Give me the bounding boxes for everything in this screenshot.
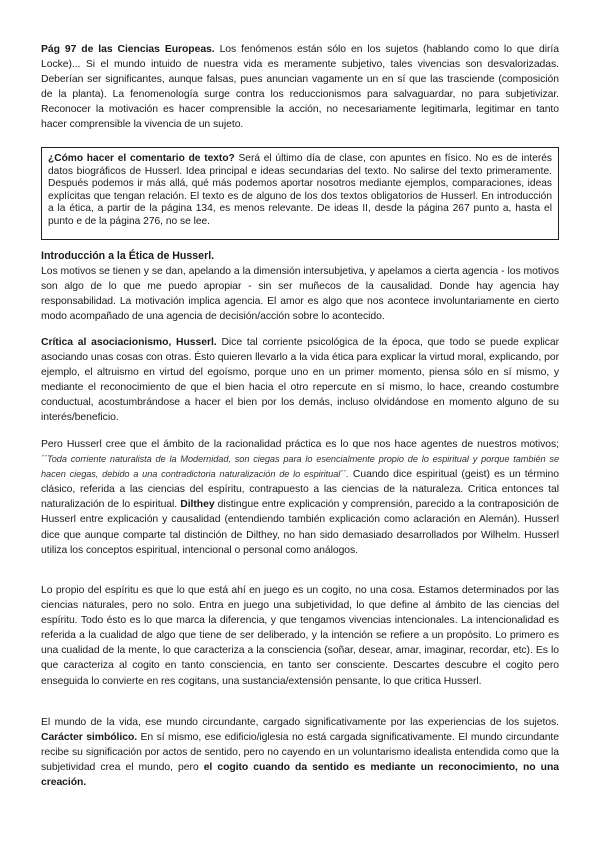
bold-phrase: Carácter simbólico. <box>41 732 138 744</box>
paragraph-mundo-vida <box>41 715 559 790</box>
paragraph-text: distingue entre explicación y comprensión, parecido a la contraposición de Husserl entre explicación y causalidad (entendiendo también explicación como aclaración en Alemán). Husserl dice que aunque comparte tal distinción de Dilthey, no han sido demasiado desarrollados por Wilhelm. Husserl utiliza los conceptos espiritual, intencional o personal como análogos. <box>41 499 559 556</box>
paragraph-cogito <box>41 583 559 689</box>
paragraph-text: Lo propio del espíritu es que lo que está ahí en juego es un cogito, no una cosa. Estamos determinados por las ciencias naturales, pero no solo. Entra en juego una subjetividad, lo que define al ámbito de las ciencias del espíritu. Todo ésto es lo que marca la diferencia, y que tengamos vivencias intencionales. La intencionalidad es referida a la cualidad de algo que tiene de ser deliberado, y la intención se refiere a un propósito. Lo primero es una cualidad de la mente, lo que caracteriza a la consciencia (soñar, desear, amar, imaginar, recordar, etc). Es lo que caracteriza al cogito en tanto consciencia, en tanto ser consciente. Descartes descubre el cogito pero enseguida lo convierte en res cogitans, una sustancia/extensión pensante, lo que critica Husserl. <box>41 585 559 687</box>
paragraph-text: Cuando dice espiritual (geist) es un término clásico, referida a las ciencias del espíritu, contrapuesto a las ciencias de la naturaleza. Critica entonces tal naturalización de lo espiritual. <box>41 469 559 511</box>
paragraph-heading: Pág 97 de las Ciencias Europeas. <box>41 44 215 55</box>
paragraph-ciencias-europeas <box>41 42 559 133</box>
paragraph-text: Los fenómenos están sólo en los sujetos (hablando como lo que diría Locke)... Si el mundo intuido de nuestra vida es meramente subjetivo, tales vivencias son desvalorizadas. Deberían ser significantes, aunque falsas, pues anuncian vagamente un en sí que las trasciende (composición de la planta). La fenomenología surge contra los reduccionismos para salvaguardar, no para subjetivizar. Reconocer la motivación es hacer comprensible la acción, no necesariamente legitimarla, legitimar en tanto hacer comprensible la vivencia de un sujeto. <box>41 44 559 131</box>
paragraph-heading: Crítica al asociacionismo, Husserl. <box>41 337 217 348</box>
paragraph-asociacionismo <box>41 335 559 426</box>
paragraph-racionalidad-practica <box>41 437 559 558</box>
quote-text: ´´Toda corriente naturalista de la Modernidad, son ciegas para lo esencialmente propio de lo espiritual y porque también se hacen ciegas, debido a una contradictoria naturalización de lo espiritual´´. <box>41 454 559 480</box>
comentario-texto-box <box>41 147 559 240</box>
dilthey-name: Dilthey <box>180 499 215 511</box>
paragraph-text: Pero Husserl cree que el ámbito de la racionalidad práctica es lo que nos hace agentes de nuestros motivos; <box>41 439 559 450</box>
box-text: Será el último día de clase, con apuntes en físico. No es de interés datos biográficos de Husserl. Idea principal e ideas secundarias del texto. No salirse del texto primeramente. Después podemos ir más allá, qué más podemos aportar nosotros mediante ejemplos, comparaciones, ideas explícitas que tengan relación. El texto es de alguno de los dos textos obligatorios de Husserl. En introducción a la ética, a partir de la página 134, es menos relevante. De ideas II, desde la página 267 punto a, hasta el punto e de la página 276, no se lee. <box>48 153 553 227</box>
box-heading: ¿Cómo hacer el comentario de texto? <box>48 153 235 164</box>
paragraph-text: El mundo de la vida, ese mundo circundante, cargado significativamente por las experiencias de los sujetos. <box>41 717 559 728</box>
bold-conclusion: el cogito cuando da sentido es mediante un reconocimiento, no una creación. <box>41 762 559 789</box>
section-title: Introducción a la Ética de Husserl. <box>41 250 215 262</box>
paragraph-text: En sí mismo, ese edificio/iglesia no está cargada significativamente. El mundo circundante recibe su significación por actos de sentido, pero no cayendo en un voluntarismo idealista entendida como que la subjetividad crea el mundo, pero <box>41 732 559 774</box>
paragraph-text: Los motivos se tienen y se dan, apelando a la dimensión intersubjetiva, y apelamos a cierta agencia - los motivos son algo de lo que me puedo apropiar - sin ser muñecos de la causalidad. Donde hay agencia hay responsabilidad. La motivación implica agencia. El amor es algo que nos acontece involuntariamente en cierto modo acompañado de una agencia de decisión/acción sobre lo acontecido. <box>41 266 559 323</box>
paragraph-motivos <box>41 264 559 324</box>
paragraph-text: Dice tal corriente psicológica de la época, que todo se puede explicar asociando unas cosas con otras. Ésto quieren llevarlo a la vida ética para explicar la virtud moral, explicando, por ejemplo, el altruismo en virtud del egoísmo, porque uno en un primer momento, piensa sólo en sí mismo, y mediante el reconocimiento de que el bien hacia el otro repercute en sí mismo, lo hace, creando costumbre conductual, acostumbrándose a hacer el bien por los demás, incluso olvidándose en momento alguno de su interés/beneficio. <box>41 337 559 424</box>
